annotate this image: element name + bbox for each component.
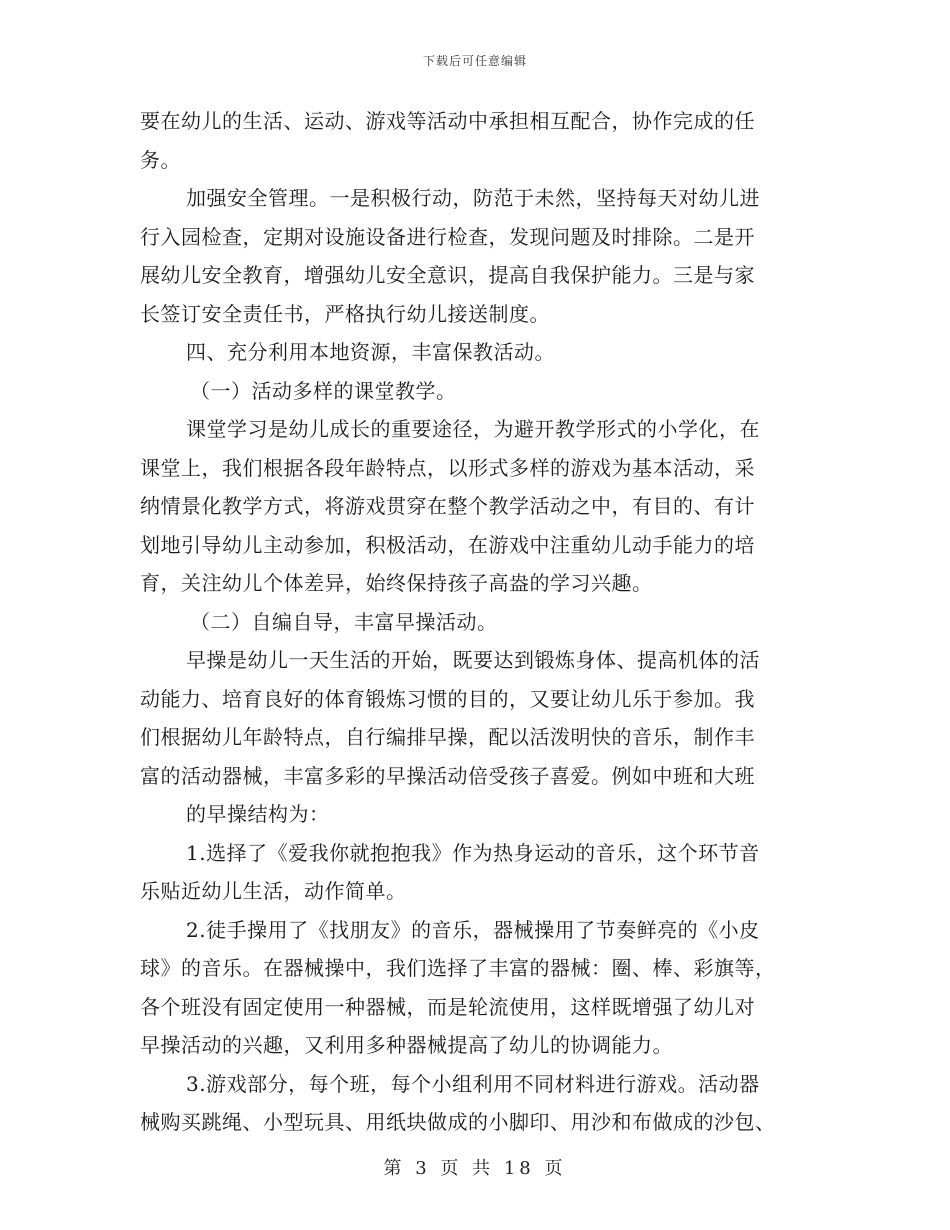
text-line: 行入园检查，定期对设施设备进行检查，发现问题及时排除。二是开 xyxy=(140,224,755,249)
subsection-heading: （一）活动多样的课堂教学。 xyxy=(190,378,457,403)
text-line: 务。 xyxy=(140,147,181,172)
text-line: 们根据幼儿年龄特点，自行编排早操，配以活泼明快的音乐，制作丰 xyxy=(140,725,755,749)
text-line: 球》的音乐。在器械操中，我们选择了丰富的器械：圈、棒、彩旗等， xyxy=(140,956,776,980)
paragraph-start: 课堂学习是幼儿成长的重要途径，为避开教学形式的小学化，在 xyxy=(186,417,760,441)
list-item-1: 1.选择了《爱我你就抱抱我》作为热身运动的音乐，这个环节音 xyxy=(186,840,760,865)
text-line: 纳情景化教学方式，将游戏贯穿在整个教学活动之中，有目的、有计 xyxy=(140,494,755,518)
paragraph-start: 加强安全管理。一是积极行动，防范于未然，坚持每天对幼儿进 xyxy=(186,186,760,210)
text-line: 乐贴近幼儿生活，动作简单。 xyxy=(140,879,407,903)
text-line: 早操活动的兴趣，又利用多种器械提高了幼儿的协调能力。 xyxy=(140,1033,673,1057)
list-item-3: 3.游戏部分，每个班，每个小组利用不同材料进行游戏。活动器 xyxy=(186,1071,760,1096)
paragraph-start: 早操是幼儿一天生活的开始，既要达到锻炼身体、提高机体的活 xyxy=(186,648,760,672)
text-line: 的早操结构为： xyxy=(186,802,330,826)
text-line: 要在幼儿的生活、运动、游戏等活动中承担相互配合，协作完成的任 xyxy=(140,109,755,133)
list-item-2: 2.徒手操用了《找朋友》的音乐，器械操用了节奏鲜亮的《小皮 xyxy=(186,917,760,942)
text-line: 械购买跳绳、小型玩具、用纸块做成的小脚印、用沙和布做成的沙包、 xyxy=(140,1110,776,1134)
section-heading: 四、充分利用本地资源，丰富保教活动。 xyxy=(186,340,555,364)
text-line: 动能力、培育良好的体育锻炼习惯的目的，又要让幼儿乐于参加。我 xyxy=(140,686,755,711)
text-line: 各个班没有固定使用一种器械，而是轮流使用，这样既增强了幼儿对 xyxy=(140,994,755,1019)
text-line: 划地引导幼儿主动参加，积极活动，在游戏中注重幼儿动手能力的培 xyxy=(140,532,755,557)
text-line: 育，关注幼儿个体差异，始终保持孩子高盎的学习兴趣。 xyxy=(140,571,653,595)
page-number-footer: 第 3 页 共 18 页 xyxy=(383,1158,567,1179)
text-line: 富的活动器械，丰富多彩的早操活动倍受孩子喜爱。例如中班和大班 xyxy=(140,763,755,788)
subsection-heading: （二）自编自导，丰富早操活动。 xyxy=(190,609,498,634)
text-line: 展幼儿安全教育，增强幼儿安全意识，提高自我保护能力。三是与家 xyxy=(140,263,755,287)
text-line: 长签订安全责任书，严格执行幼儿接送制度。 xyxy=(140,301,550,326)
text-line: 课堂上，我们根据各段年龄特点，以形式多样的游戏为基本活动，采 xyxy=(140,455,755,480)
page-header: 下载后可任意编辑 xyxy=(422,54,527,68)
document-body xyxy=(140,102,815,1142)
